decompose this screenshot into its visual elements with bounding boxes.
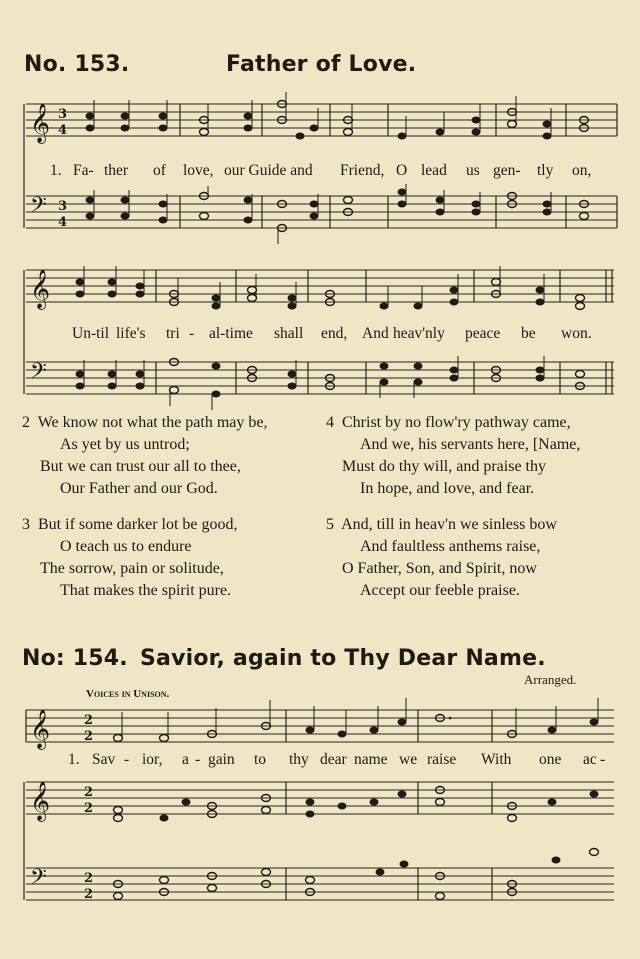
svg-text:3: 3 — [58, 199, 68, 214]
verse-line: And, till in heav'n we sinless bow — [341, 516, 557, 533]
verse-block — [22, 514, 238, 602]
lyric: - — [124, 751, 130, 768]
lyric: tri — [166, 325, 180, 342]
verse-line: But if some darker lot be good, — [38, 516, 238, 533]
lyric: end, — [321, 325, 348, 342]
lyric: to — [254, 751, 267, 768]
verse-number: 5 — [326, 516, 334, 533]
verse-line: But we can trust our all to thee, — [40, 458, 241, 475]
lyric: - — [600, 751, 606, 768]
lyric: on, — [572, 162, 592, 179]
svg-text:2: 2 — [84, 713, 94, 728]
lyric: gen- — [493, 162, 521, 179]
system1-bass-staff — [26, 193, 617, 230]
svg-text:2: 2 — [84, 887, 94, 902]
lyric: With — [481, 751, 512, 768]
lyric: ac — [583, 751, 597, 768]
svg-text:𝄢: 𝄢 — [30, 359, 47, 389]
lyric: Un-til — [72, 325, 110, 342]
verse-line: We know not what the path may be, — [37, 414, 268, 431]
lyric: a — [182, 751, 189, 768]
lyric: one — [539, 751, 562, 768]
svg-text:𝄞: 𝄞 — [30, 269, 51, 309]
hymn-title: Father of Love. — [226, 52, 417, 77]
verse-line: Must do thy will, and praise thy — [342, 458, 546, 475]
lyric: And — [362, 325, 389, 342]
lyric: al-time — [209, 325, 253, 342]
verse-block — [326, 412, 580, 500]
lyric: we — [399, 751, 418, 768]
svg-text:2: 2 — [84, 801, 94, 816]
lyric: ther — [104, 162, 129, 179]
lyric: - — [195, 751, 201, 768]
h154-accomp-notes — [114, 787, 599, 900]
lyric: of — [153, 162, 166, 179]
lyric: won. — [561, 325, 592, 342]
lyric: lead — [421, 162, 447, 179]
verse-number: 3 — [22, 516, 30, 533]
lyric: us — [466, 162, 480, 179]
svg-text:𝄞: 𝄞 — [30, 103, 51, 143]
verse-line: And we, his servants here, [Name, — [360, 436, 581, 453]
verse-line: O teach us to endure — [60, 538, 192, 555]
verse-line: And faultless anthems raise, — [360, 538, 541, 555]
svg-text:2: 2 — [84, 729, 94, 744]
verse-line: Christ by no flow'ry pathway came, — [342, 414, 571, 431]
hymn-number: No: 154. — [22, 646, 128, 671]
h154-barlines — [286, 782, 492, 900]
svg-text:3: 3 — [58, 107, 68, 122]
verse-line: That makes the spirit pure. — [60, 582, 232, 599]
verse-line: Accept our feeble praise. — [360, 582, 520, 599]
svg-text:2: 2 — [84, 785, 94, 800]
hymn-number: No. 153. — [24, 52, 130, 77]
lyric: shall — [274, 325, 304, 342]
lyric: peace — [465, 325, 501, 342]
arranged-credit: Arranged. — [524, 672, 577, 687]
system2-treble-staff — [26, 269, 614, 310]
svg-text:4: 4 — [58, 215, 68, 230]
lyric: heav'nly — [393, 325, 445, 342]
verse-number: 2 — [22, 414, 30, 431]
lyric: our Guide and — [224, 162, 313, 179]
svg-text:𝄢: 𝄢 — [30, 193, 47, 223]
verse-line: The sorrow, pain or solitude, — [40, 560, 224, 577]
verse-line: As yet by us untrod; — [60, 436, 190, 453]
verse-line: O Father, Son, and Spirit, now — [342, 560, 537, 577]
lyric: tly — [537, 162, 554, 179]
lyric: name — [354, 751, 388, 768]
lyric-verse-number: 1. — [68, 751, 80, 768]
lyric: Friend, — [340, 162, 385, 179]
svg-text:𝄢: 𝄢 — [30, 865, 47, 895]
lyric: - — [189, 325, 195, 342]
lyric: love, — [183, 162, 214, 179]
verse-block — [326, 514, 557, 602]
svg-text:4: 4 — [58, 123, 68, 138]
system1-treble-staff — [26, 103, 617, 144]
lyric: be — [521, 325, 536, 342]
svg-text:2: 2 — [84, 871, 94, 886]
lyric: dear — [320, 751, 347, 768]
verse-line: Our Father and our God. — [60, 480, 218, 497]
lyric-verse-number: 1. — [50, 162, 62, 179]
verse-line: In hope, and love, and fear. — [360, 480, 535, 497]
verse-number: 4 — [326, 414, 334, 431]
lyric: life's — [116, 325, 146, 342]
svg-text:𝄞: 𝄞 — [30, 781, 51, 821]
lyric: Sav — [92, 751, 116, 768]
lyric: O — [396, 162, 408, 179]
performance-direction: Voices in Unison. — [86, 688, 170, 700]
hymn-title: Savior, again to Thy Dear Name. — [140, 646, 546, 671]
lyric: gain — [208, 751, 235, 768]
svg-text:𝄞: 𝄞 — [30, 709, 51, 749]
h154-voice-notes — [114, 698, 599, 742]
h154-voice-staff — [26, 709, 614, 750]
verse-block — [22, 412, 267, 500]
lyric: ior, — [142, 751, 163, 768]
lyric: Fa- — [73, 162, 94, 179]
lyric: thy — [289, 751, 309, 768]
lyric: raise — [427, 751, 457, 768]
